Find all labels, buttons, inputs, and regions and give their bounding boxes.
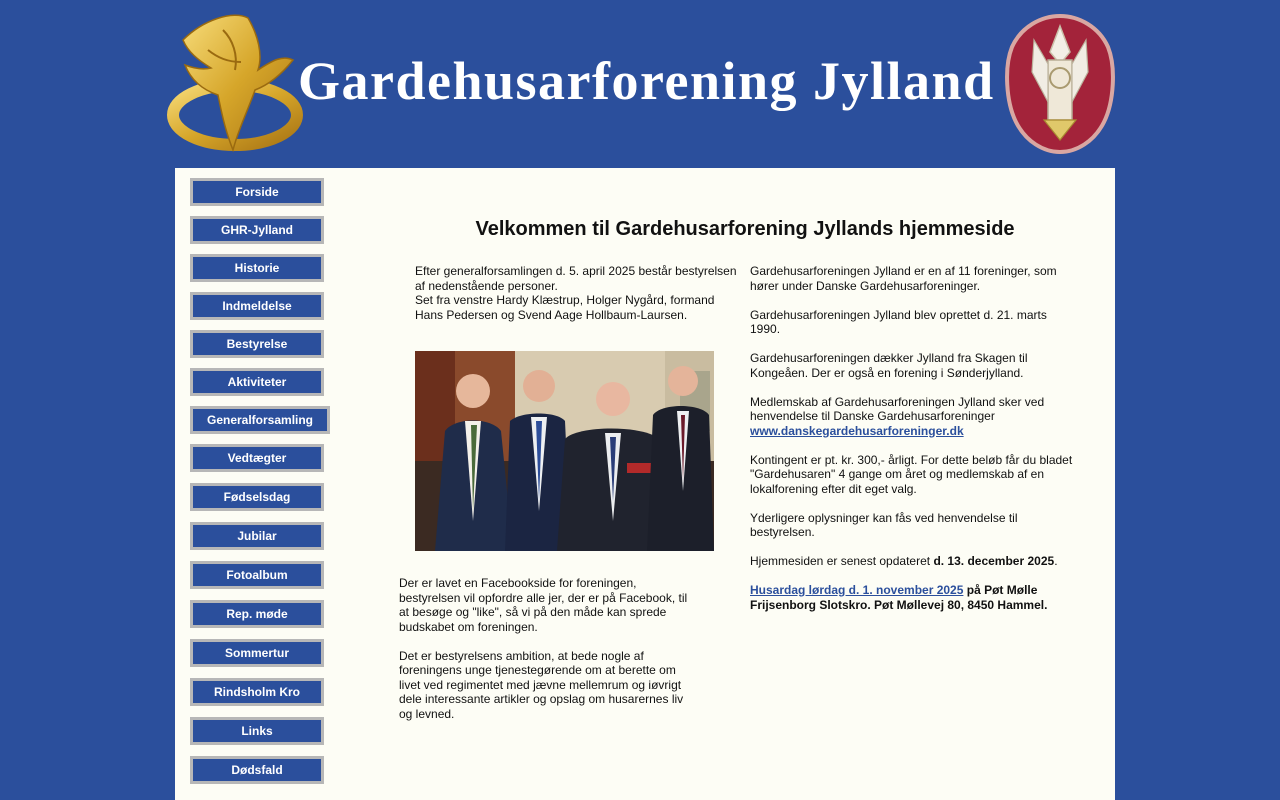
facebook-section (399, 576, 699, 721)
nav-item-label: Fødselsdag (223, 490, 291, 504)
info-paragraph-5: Kontingent er pt. kr. 300,- årligt. For dette beløb får du bladet "Gardehusaren" 4 gange om året og medlemskab af en lokalforening efter dit eget valg. (750, 452, 1073, 496)
nav-item-label: Historie (234, 261, 280, 275)
nav-item-label: GHR-Jylland (220, 223, 293, 237)
danske-gardehusarforeninger-link[interactable]: www.danskegardehusarforeninger.dk (750, 423, 964, 438)
nav-item-label: Generalforsamling (206, 413, 314, 427)
nav-item-foedselsdag[interactable] (190, 483, 324, 511)
nav-item-doedsfald[interactable] (190, 756, 324, 784)
nav-item-label: Vedtægter (227, 451, 287, 465)
content-panel (175, 168, 1115, 800)
nav-item-vedtaegter[interactable] (190, 444, 324, 472)
nav-item-links[interactable] (190, 717, 324, 745)
event-details: på Pøt Mølle Frijsenborg Slotskro. Pøt Møllevej 80, 8450 Hammel. (750, 583, 1048, 612)
updated-date: d. 13. december 2025 (933, 554, 1055, 568)
info-paragraph-1: Gardehusarforeningen Jylland er en af 11 foreninger, som hører under Danske Gardehusarforeninger. (750, 264, 1057, 293)
nav-item-jubilar[interactable] (190, 522, 324, 550)
info-paragraph-3: Gardehusarforeningen dækker Jylland fra Skagen til Kongeåen. Der er også en forening i Sønderjylland. (750, 351, 1028, 380)
crest-emblem-icon (1004, 12, 1116, 154)
nav-item-aktiviteter[interactable] (190, 368, 324, 396)
nav-item-label: Fotoalbum (226, 568, 288, 582)
updated-line (750, 554, 1080, 569)
nav-item-indmeldelse[interactable] (190, 292, 324, 320)
intro-line-2: Set fra venstre Hardy Klæstrup, Holger Nygård, formand Hans Pedersen og Svend Aage Hollbaum-Laursen. (415, 293, 715, 322)
nav-item-fotoalbum[interactable] (190, 561, 324, 589)
updated-prefix: Hjemmesiden er senest opdateret (750, 554, 931, 568)
eagle-emblem-icon (163, 10, 303, 155)
event-link[interactable]: Husardag lørdag d. 1. november 2025 (750, 583, 964, 597)
nav-item-label: Links (241, 724, 273, 738)
info-paragraph-4 (750, 395, 1080, 439)
site-header (0, 0, 1280, 168)
nav-item-label: Indmeldelse (222, 299, 292, 313)
nav-item-label: Rindsholm Kro (214, 685, 300, 699)
nav-item-historie[interactable] (190, 254, 324, 282)
nav-item-rep-moede[interactable] (190, 600, 324, 628)
nav-item-label: Rep. møde (226, 607, 288, 621)
nav-item-bestyrelse[interactable] (190, 330, 324, 358)
nav-item-forside[interactable] (190, 178, 324, 206)
ambition-paragraph: Det er bestyrelsens ambition, at bede nogle af foreningens unge tjenestegørende om at berette om livet ved regimentet med jævne mellemrum og iøvrigt dele interessante artikler og opslag om husarernes liv og levned. (399, 648, 684, 721)
site-title: Gardehusarforening Jylland (298, 51, 995, 111)
nav-item-generalforsamling[interactable] (190, 406, 330, 434)
nav-item-ghr-jylland[interactable] (190, 216, 324, 244)
nav-item-label: Sommertur (224, 646, 289, 660)
intro-line-1: Efter generalforsamlingen d. 5. april 2025 består bestyrelsen af nedenstående personer. (415, 264, 737, 293)
nav-item-label: Jubilar (237, 529, 277, 543)
nav-item-sommertur[interactable] (190, 639, 324, 667)
board-photo (415, 351, 714, 551)
nav-item-label: Forside (235, 185, 279, 199)
event-line (750, 583, 1080, 612)
info-column (750, 264, 1080, 627)
page-title: Velkommen til Gardehusarforening Jyllands hjemmeside (475, 218, 1015, 240)
nav-item-label: Bestyrelse (226, 337, 288, 351)
board-intro (415, 264, 745, 322)
info-paragraph-6: Yderligere oplysninger kan fås ved henvendelse til bestyrelsen. (750, 510, 1018, 539)
nav-item-label: Dødsfald (231, 763, 283, 777)
membership-text: Medlemskab af Gardehusarforeningen Jylland sker ved henvendelse til Danske Gardehusarforeninger (750, 394, 1045, 423)
updated-suffix: . (1054, 554, 1058, 568)
nav-item-rindsholm-kro[interactable] (190, 678, 324, 706)
facebook-paragraph: Der er lavet en Facebookside for foreningen, bestyrelsen vil opfordre alle jer, der er på Facebook, til at besøge og "like", så vi på den måde kan sprede budskabet om foreningen. (399, 576, 688, 634)
info-paragraph-2: Gardehusarforeningen Jylland blev oprettet d. 21. marts 1990. (750, 307, 1047, 336)
nav-item-label: Aktiviteter (227, 375, 287, 389)
